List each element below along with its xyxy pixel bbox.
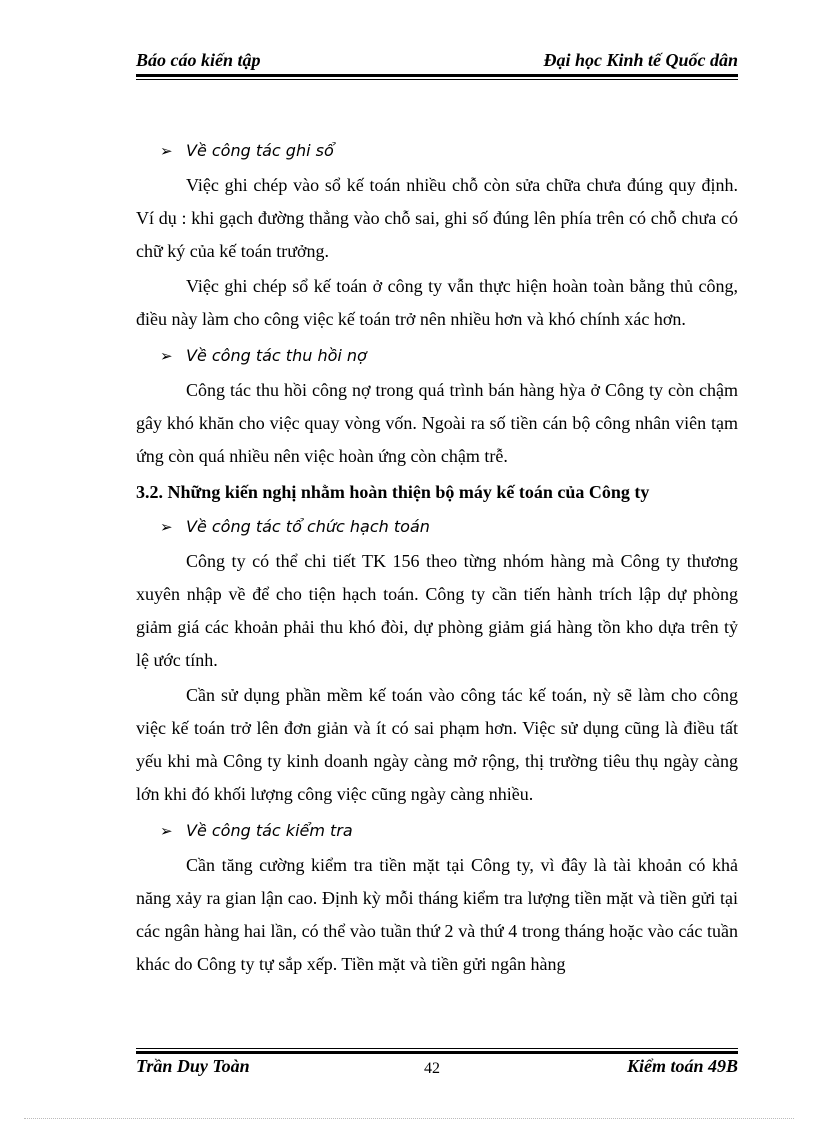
header-left-text: Báo cáo kiến tập: [136, 50, 261, 70]
paragraph: Việc ghi chép vào sổ kế toán nhiều chỗ còn sửa chữa chưa đúng quy định. Ví dụ : khi gạch đường thẳng vào chỗ sai, ghi số đúng lên phía trên có chỗ chưa có chữ ký của kế toán trưởng.: [136, 175, 738, 261]
bullet-title: Về công tác tổ chức hạch toán: [186, 517, 430, 536]
bullet-title: Về công tác thu hồi nợ: [186, 346, 367, 365]
bullet-heading: [136, 509, 738, 545]
bullet-heading: [136, 133, 738, 169]
paragraph: Cần tăng cường kiểm tra tiền mặt tại Công ty, vì đây là tài khoản có khả năng xảy ra gian lận cao. Định kỳ mỗi tháng kiểm tra lượng tiền mặt và tiền gửi tại các ngân hàng hai lần, có thể vào tuần thứ 2 và thứ 4 trong tháng hoặc vào các tuần khác do Công ty tự sắp xếp. Tiền mặt và tiền gửi ngân hàng: [136, 855, 738, 974]
page-edge-dots: [24, 1118, 794, 1119]
page-number: 42: [424, 1060, 440, 1077]
arrow-bullet-icon: ➢: [160, 822, 173, 840]
footer-class: Kiểm toán 49B: [626, 1056, 738, 1076]
section-heading: 3.2. Những kiến nghị nhằm hoàn thiện bộ máy kế toán của Công ty: [136, 482, 650, 502]
paragraph: Công tác thu hồi công nợ trong quá trình bán hàng hỳa ở Công ty còn chậm gây khó khăn cho việc quay vòng vốn. Ngoài ra số tiền cán bộ công nhân viên tạm ứng còn quá nhiều nên việc hoàn ứng còn chậm trễ.: [136, 380, 738, 466]
page-footer: [136, 1054, 738, 1082]
header-right-text: Đại học Kinh tế Quốc dân: [543, 50, 738, 70]
paragraph: Công ty có thể chi tiết TK 156 theo từng nhóm hàng mà Công ty thương xuyên nhập về để cho tiện hạch toán. Công ty cần tiến hành trích lập dự phòng giảm giá các khoản phải thu khó đòi, dự phòng giảm giá hàng tồn kho dựa trên tỷ lệ ước tính.: [136, 551, 738, 670]
header-rule-thin: [136, 79, 738, 80]
arrow-bullet-icon: ➢: [160, 518, 173, 536]
bullet-title: Về công tác ghi sổ: [186, 141, 334, 160]
bullet-heading: [136, 813, 738, 849]
paragraph: Việc ghi chép sổ kế toán ở công ty vẫn thực hiện hoàn toàn bằng thủ công, điều này làm cho công việc kế toán trở nên nhiều hơn và khó chính xác hơn.: [136, 276, 738, 329]
footer-rule-thin: [136, 1048, 738, 1049]
paragraph: Cần sử dụng phần mềm kế toán vào công tác kế toán, nỳ sẽ làm cho công việc kế toán trở lên đơn giản và ít có sai phạm hơn. Việc sử dụng cũng là điều tất yếu khi mà Công ty kinh doanh ngày càng mở rộng, thị trường tiêu thụ ngày càng lớn khi đó khối lượng công việc cũng ngày càng nhiều.: [136, 685, 738, 804]
footer-author: Trần Duy Toàn: [136, 1056, 250, 1076]
arrow-bullet-icon: ➢: [160, 142, 173, 160]
document-body: [136, 133, 738, 983]
page-header: [136, 48, 738, 74]
header-rule-thick: [136, 74, 738, 77]
bullet-heading: [136, 338, 738, 374]
bullet-title: Về công tác kiểm tra: [186, 821, 353, 840]
arrow-bullet-icon: ➢: [160, 347, 173, 365]
